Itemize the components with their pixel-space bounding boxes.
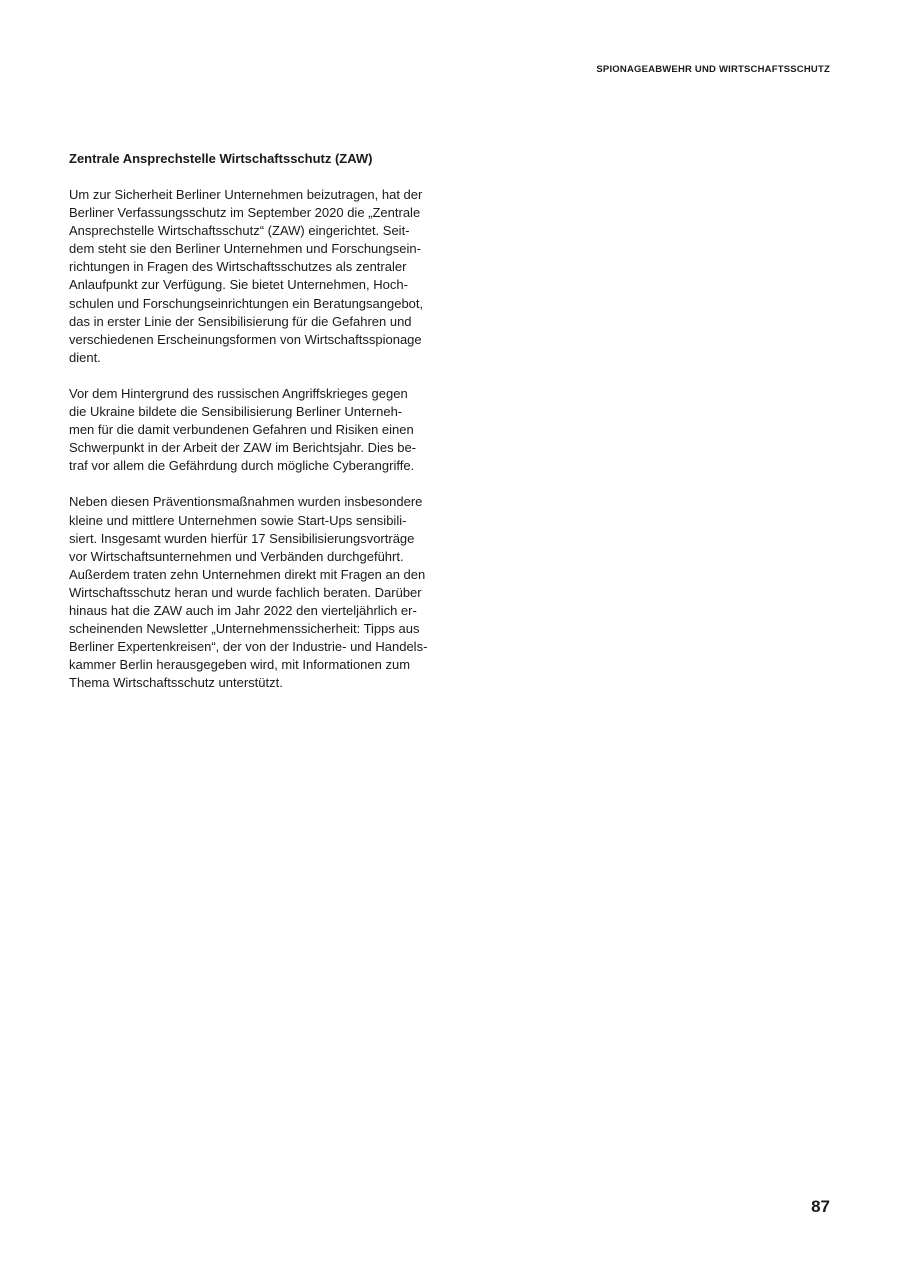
text-line: Berliner Expertenkreisen“, der von der Industrie- und Handels- [69,639,428,655]
text-line: dem steht sie den Berliner Unternehmen und Forschungsein- [69,241,421,257]
running-header: SPIONAGEABWEHR UND WIRTSCHAFTSSCHUTZ [596,64,830,75]
text-line: Thema Wirtschaftsschutz unterstützt. [69,675,283,691]
text-line: scheinenden Newsletter „Unternehmenssicherheit: Tipps aus [69,621,420,637]
text-line: hinaus hat die ZAW auch im Jahr 2022 den vierteljährlich er- [69,602,417,618]
paragraph-1 [69,186,449,367]
page-number: 87 [811,1197,830,1216]
text-line: Berliner Verfassungsschutz im September 2020 die „Zentrale [69,205,421,221]
paragraph-2 [69,385,449,475]
text-line: vor Wirtschaftsunternehmen und Verbänden durchgeführt. [69,548,404,564]
text-line: schulen und Forschungseinrichtungen ein Beratungsangebot, [69,295,424,311]
text-line: das in erster Linie der Sensibilisierung für die Gefahren und [69,313,412,329]
text-line: siert. Insgesamt wurden hierfür 17 Sensibilisierungsvorträge [69,530,415,546]
text-line: dient. [69,349,101,365]
text-line: Wirtschaftsschutz heran und wurde fachlich beraten. Darüber [69,584,422,600]
text-line: richtungen in Fragen des Wirtschaftsschutzes als zentraler [69,259,407,275]
text-line: traf vor allem die Gefährdung durch mögliche Cyberangriffe. [69,458,415,474]
text-line: verschiedenen Erscheinungsformen von Wirtschaftsspionage [69,331,422,347]
text-line: kammer Berlin herausgegeben wird, mit Informationen zum [69,657,411,673]
main-content [69,150,449,710]
text-line: Neben diesen Präventionsmaßnahmen wurden insbesondere [69,494,423,510]
text-line: Schwerpunkt in der Arbeit der ZAW im Berichtsjahr. Dies be- [69,440,417,456]
text-line: kleine und mittlere Unternehmen sowie Start-Ups sensibili- [69,512,407,528]
text-line: Um zur Sicherheit Berliner Unternehmen beizutragen, hat der [69,187,423,202]
text-line: men für die damit verbundenen Gefahren und Risiken einen [69,422,414,438]
text-line: Außerdem traten zehn Unternehmen direkt mit Fragen an den [69,566,426,582]
text-line: Vor dem Hintergrund des russischen Angriffskrieges gegen [69,385,408,401]
text-line: die Ukraine bildete die Sensibilisierung Berliner Unterneh- [69,404,403,420]
section-heading: Zentrale Ansprechstelle Wirtschaftsschutz (ZAW) [69,151,373,166]
paragraph-3 [69,493,449,692]
text-line: Ansprechstelle Wirtschaftsschutz“ (ZAW) eingerichtet. Seit- [69,223,410,239]
text-line: Anlaufpunkt zur Verfügung. Sie bietet Unternehmen, Hoch- [69,277,408,293]
